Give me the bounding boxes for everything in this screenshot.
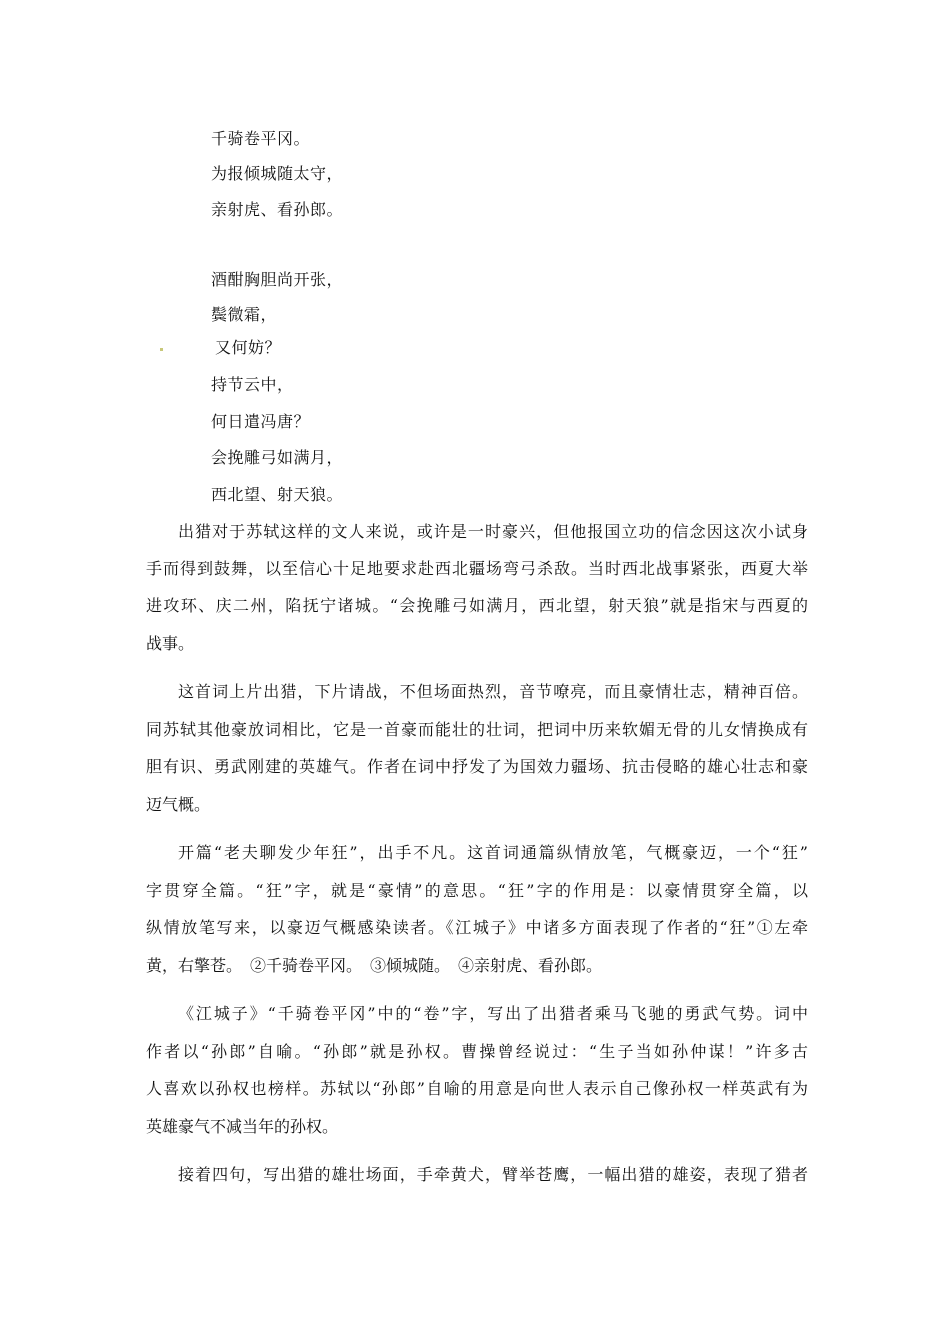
paragraph-line: 同苏轼其他豪放词相比，它是一首豪而能壮的壮词，把词中历来软媚无骨的儿女情换成有 bbox=[146, 720, 808, 739]
paragraph-line: 出猎对于苏轼这样的文人来说，或许是一时豪兴，但他报国立功的信念因这次小试身 bbox=[178, 522, 808, 541]
scan-speck bbox=[160, 348, 163, 351]
poem-line: 何日遣冯唐？ bbox=[211, 412, 311, 431]
poem-line: 持节云中， bbox=[211, 375, 294, 394]
paragraph-line: 《江城子》“千骑卷平冈”中的“卷”字，写出了出猎者乘马飞驰的勇武气势。词中 bbox=[178, 1004, 808, 1023]
poem-line: 酒酣胸胆尚开张， bbox=[211, 270, 344, 289]
poem-line: 亲射虎、看孙郎。 bbox=[211, 200, 344, 219]
poem-line: 千骑卷平冈。 bbox=[211, 129, 311, 148]
poem-line: 西北望、射天狼。 bbox=[211, 485, 344, 504]
paragraph-line: 字贯穿全篇。“狂”字，就是“豪情”的意思。“狂”字的作用是：以豪情贯穿全篇，以 bbox=[146, 881, 808, 900]
paragraph-line: 进攻环、庆二州，陷抚宁诸城。“会挽雕弓如满月，西北望，射天狼”就是指宋与西夏的 bbox=[146, 596, 808, 615]
paragraph-line: 作者以“孙郎”自喻。“孙郎”就是孙权。曹操曾经说过：“生子当如孙仲谋！”许多古 bbox=[146, 1042, 808, 1061]
poem-line: 为报倾城随太守， bbox=[211, 164, 344, 183]
poem-line: 又何妨？ bbox=[215, 338, 282, 357]
paragraph-line: 手而得到鼓舞，以至信心十足地要求赴西北疆场弯弓杀敌。当时西北战事紧张，西夏大举 bbox=[146, 559, 808, 578]
poem-line: 鬓微霜， bbox=[211, 305, 278, 324]
paragraph-line: 人喜欢以孙权也榜样。苏轼以“孙郎”自喻的用意是向世人表示自己像孙权一样英武有为 bbox=[146, 1079, 808, 1098]
poem-line: 会挽雕弓如满月， bbox=[211, 448, 344, 467]
paragraph-line: 英雄豪气不减当年的孙权。 bbox=[146, 1117, 339, 1136]
paragraph-line: 纵情放笔写来，以豪迈气概感染读者。《江城子》中诸多方面表现了作者的“狂”①左牵 bbox=[146, 918, 808, 937]
paragraph-line: 这首词上片出猎，下片请战，不但场面热烈，音节嘹亮，而且豪情壮志，精神百倍。 bbox=[178, 682, 808, 701]
paragraph-line: 黄，右擎苍。 ②千骑卷平冈。 ③倾城随。 ④亲射虎、看孙郎。 bbox=[146, 956, 603, 975]
paragraph-line: 胆有识、勇武刚建的英雄气。作者在词中抒发了为国效力疆场、抗击侵略的雄心壮志和豪 bbox=[146, 757, 808, 776]
paragraph-line: 迈气概。 bbox=[146, 795, 211, 814]
paragraph-line: 开篇“老夫聊发少年狂”，出手不凡。这首词通篇纵情放笔，气概豪迈，一个“狂” bbox=[178, 843, 808, 862]
paragraph-line: 战事。 bbox=[146, 634, 195, 653]
paragraph-line: 接着四句，写出猎的雄壮场面，手牵黄犬，臂举苍鹰，一幅出猎的雄姿，表现了猎者 bbox=[178, 1165, 808, 1184]
